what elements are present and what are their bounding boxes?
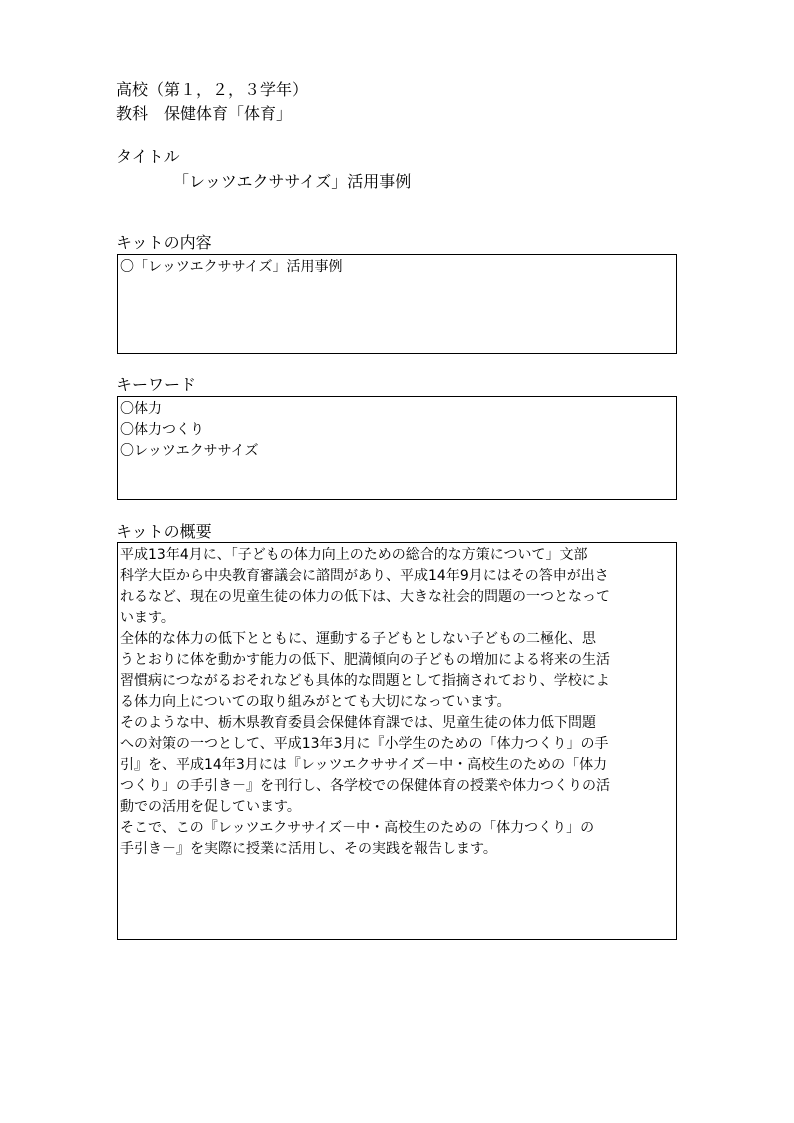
summary-line: 引』を、平成14年3月には『レッツエクササイズ－中・高校生のための「体力 (120, 757, 608, 773)
summary-line: そのような中、栃木県教育委員会保健体育課では、児童生徒の体力低下問題 (120, 715, 596, 731)
summary-line: 習慣病につながるおそれなども具体的な問題として指摘されており、学校によ (120, 673, 610, 689)
kit-contents-label: キットの内容 (116, 233, 212, 252)
document-title: 「レッツエクササイズ」活用事例 (173, 172, 412, 191)
kit-contents-box (117, 254, 677, 354)
summary-box (117, 542, 677, 940)
keyword-item: 〇体力 (120, 401, 162, 417)
summary-line: 手引き－』を実際に授業に活用し、その実践を報告します。 (120, 841, 497, 857)
summary-line: 動での活用を促しています。 (120, 799, 301, 815)
summary-line: れるなど、現在の児童生徒の体力の低下は、大きな社会的問題の一つとなって (120, 589, 610, 605)
summary-line: そこで、この『レッツエクササイズ－中・高校生のための「体力つくり」の (120, 820, 595, 836)
kit-contents-item: 〇「レッツエクササイズ」活用事例 (120, 259, 343, 275)
subject-heading: 教科 保健体育「体育」 (116, 104, 293, 123)
keyword-item: 〇レッツエクササイズ (120, 443, 259, 459)
summary-line: 平成13年4月に、「子どもの体力向上のための総合的な方策について」文部 (120, 547, 588, 563)
summary-line: る体力向上についての取り組みがとても大切になっています。 (120, 694, 511, 710)
title-label: タイトル (116, 147, 180, 166)
keyword-item: 〇体力つくり (120, 422, 204, 438)
summary-line: います。 (120, 610, 175, 626)
summary-line: つくり」の手引き－』を刊行し、各学校での保健体育の授業や体力つくりの活 (120, 778, 610, 794)
summary-line: うとおりに体を動かす能力の低下、肥満傾向の子どもの増加による将来の生活 (120, 652, 610, 668)
summary-line: 科学大臣から中央教育審議会に諮問があり、平成14年9月にはその答申が出さ (120, 568, 609, 584)
school-grade-heading: 高校（第１，２，３学年） (116, 80, 309, 99)
summary-line: 全体的な体力の低下とともに、運動する子どもとしない子どもの二極化、思 (120, 631, 596, 647)
keywords-box (117, 396, 677, 500)
keywords-label: キーワード (116, 375, 197, 394)
summary-label: キットの概要 (116, 522, 212, 541)
summary-line: への対策の一つとして、平成13年3月に『小学生のための「体力つくり」の手 (120, 736, 609, 752)
